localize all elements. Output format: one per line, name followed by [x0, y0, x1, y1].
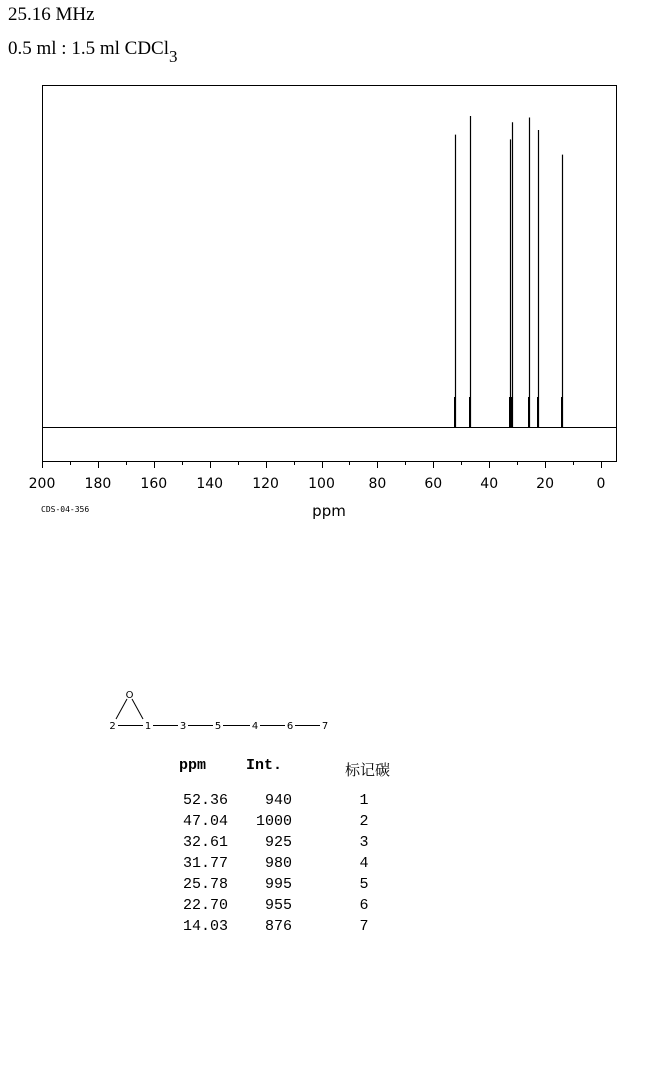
x-tick-label: 160 — [140, 476, 168, 492]
atom-label: 7 — [321, 721, 329, 732]
intensity-cell: 1000 — [255, 813, 292, 830]
ppm-cell: 32.61 — [182, 834, 228, 851]
x-tick-label: 0 — [596, 476, 606, 492]
x-tick-label: 120 — [252, 476, 279, 492]
intensity-cell: 995 — [264, 876, 292, 893]
ppm-cell: 52.36 — [182, 792, 228, 809]
spectrum-code: CDS-04-356 — [41, 505, 90, 514]
table-row — [0, 897, 652, 918]
table-row — [0, 855, 652, 876]
x-tick-label: 40 — [480, 476, 499, 492]
bond-o-1 — [132, 699, 143, 719]
intensity-cell: 925 — [264, 834, 292, 851]
intensity-cell: 876 — [264, 918, 292, 935]
atom-label: 4 — [251, 721, 259, 732]
table-header-carbon: 标记碳 — [345, 761, 391, 779]
atom-label: 1 — [144, 721, 152, 732]
atom-label: 2 — [109, 721, 116, 732]
table-row — [0, 876, 652, 897]
table-header-ppm: ppm — [179, 757, 207, 774]
carbon-cell: 5 — [359, 876, 369, 893]
carbon-cell: 2 — [359, 813, 369, 830]
x-tick-label: 140 — [196, 476, 224, 492]
solvent-subscript: 3 — [169, 47, 178, 66]
table-header-intensity: Int. — [246, 757, 283, 774]
table-row — [0, 834, 652, 855]
intensity-cell: 940 — [264, 792, 292, 809]
atom-label: 5 — [214, 721, 222, 732]
carbon-cell: 1 — [359, 792, 369, 809]
table-row — [0, 792, 652, 813]
ppm-cell: 22.70 — [182, 897, 228, 914]
carbon-cell: 4 — [359, 855, 369, 872]
x-tick-label: 180 — [84, 476, 112, 492]
ppm-cell: 47.04 — [182, 813, 228, 830]
table-row — [0, 918, 652, 939]
x-tick-label: 100 — [308, 476, 335, 492]
spectrometer-frequency: 25.16 MHz — [8, 4, 95, 25]
x-tick-label: 60 — [424, 476, 443, 492]
carbon-cell: 3 — [359, 834, 369, 851]
intensity-cell: 955 — [264, 897, 292, 914]
atom-label: 3 — [179, 721, 187, 732]
carbon-cell: 7 — [359, 918, 369, 935]
x-tick-label: 200 — [28, 476, 56, 492]
atom-label: O — [125, 690, 134, 701]
ppm-cell: 25.78 — [182, 876, 228, 893]
carbon-cell: 6 — [359, 897, 369, 914]
table-row — [0, 813, 652, 834]
atom-label: 6 — [286, 721, 294, 732]
x-axis-label: ppm — [312, 502, 346, 520]
x-tick-label: 80 — [368, 476, 387, 492]
bond-o-2 — [116, 699, 127, 719]
ppm-cell: 31.77 — [182, 855, 228, 872]
x-tick-label: 20 — [536, 476, 555, 492]
intensity-cell: 980 — [264, 855, 292, 872]
ppm-cell: 14.03 — [182, 918, 228, 935]
solvent-label: 0.5 ml : 1.5 ml CDCl — [8, 38, 169, 59]
